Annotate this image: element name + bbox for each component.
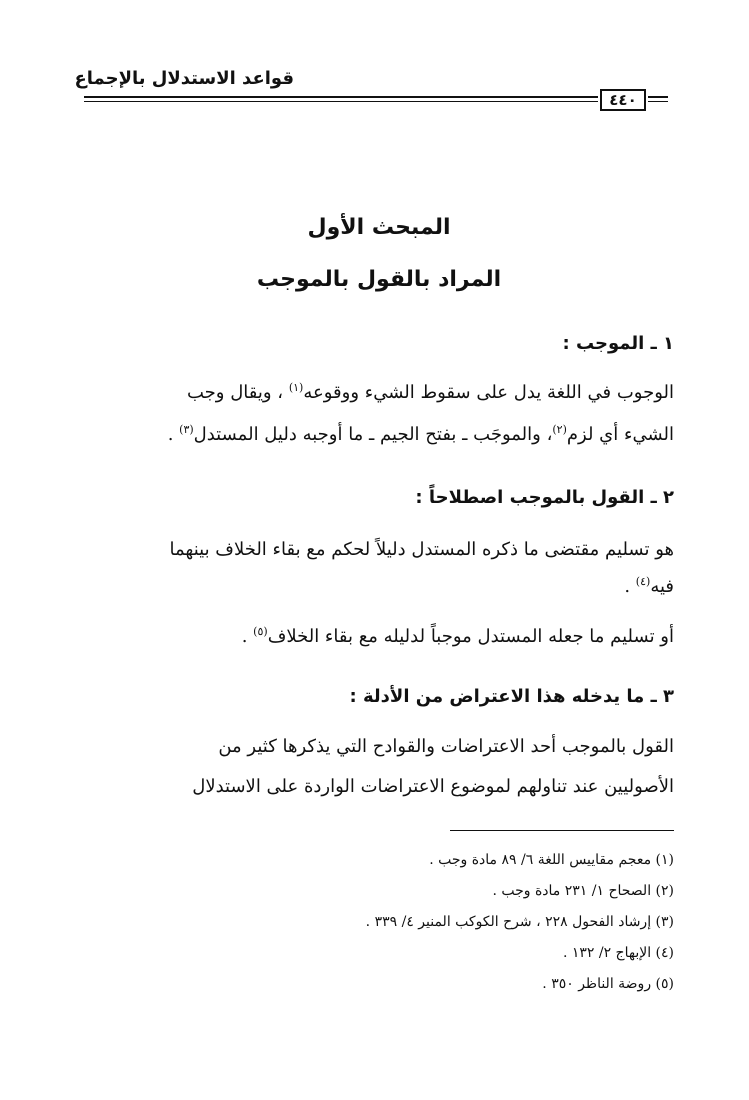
page-number: ٤٤٠ bbox=[600, 89, 646, 111]
section-subtitle: المراد بالقول بالموجب bbox=[256, 267, 502, 292]
paragraph-line bbox=[84, 736, 674, 757]
line-text: . bbox=[624, 576, 636, 597]
paragraph-line bbox=[84, 381, 674, 403]
footnote: (١) معجم مقاييس اللغة ٦/ ٨٩ مادة وجب . bbox=[429, 852, 674, 868]
footnote: (٥) روضة الناظر ٣٥٠ . bbox=[542, 976, 674, 992]
paragraph-line bbox=[84, 625, 674, 647]
footnote: (٢) الصحاح ١/ ٢٣١ مادة وجب . bbox=[492, 883, 674, 899]
header-rule-tail bbox=[648, 96, 668, 98]
paragraph-line bbox=[84, 539, 674, 560]
line-text: ، ويقال وجب bbox=[186, 382, 289, 403]
line-text: فيه bbox=[650, 576, 674, 597]
line-text: الوجوب في اللغة يدل على سقوط الشيء ووقوعه bbox=[303, 382, 674, 403]
line-text: هو تسليم مقتضى ما ذكره المستدل دليلاً لحكم مع بقاء الخلاف بينهما bbox=[169, 539, 674, 560]
footnote-ref: (١) bbox=[288, 381, 304, 394]
footnote-ref: (٣) bbox=[179, 423, 194, 436]
line-text: . bbox=[241, 626, 254, 647]
point-heading: ١ ـ الموجب : bbox=[562, 333, 674, 354]
line-text: ، والموجَب ـ بفتح الجيم ـ ما أوجبه دليل المستدل bbox=[193, 424, 553, 445]
footnote-separator bbox=[450, 830, 674, 831]
header-rule-thin bbox=[84, 101, 598, 102]
paragraph-line bbox=[84, 575, 674, 597]
paragraph-line bbox=[84, 423, 674, 445]
line-text: القول بالموجب أحد الاعتراضات والقوادح التي يذكرها كثير من bbox=[218, 736, 674, 757]
header-rule bbox=[84, 96, 598, 98]
point-heading: ٢ ـ القول بالموجب اصطلاحاً : bbox=[415, 487, 674, 508]
footnote-ref: (٤) bbox=[635, 575, 651, 588]
paragraph-line bbox=[84, 776, 674, 797]
header-rule-tail-thin bbox=[648, 101, 668, 102]
line-text: . bbox=[167, 424, 180, 445]
point-heading: ٣ ـ ما يدخله هذا الاعتراض من الأدلة : bbox=[349, 686, 674, 707]
running-title: قواعد الاستدلال بالإجماع bbox=[74, 68, 294, 89]
footnote: (٤) الإبهاج ٢/ ١٣٢ . bbox=[562, 945, 674, 961]
footnote-ref: (٢) bbox=[552, 423, 567, 436]
line-text: أو تسليم ما جعله المستدل موجباً لدليله مع بقاء الخلاف bbox=[267, 626, 674, 647]
footnote-ref: (٥) bbox=[253, 625, 268, 638]
section-title: المبحث الأول bbox=[307, 215, 451, 240]
line-text: الأصوليين عند تناولهم لموضوع الاعتراضات الواردة على الاستدلال bbox=[192, 776, 674, 797]
footnote: (٣) إرشاد الفحول ٢٢٨ ، شرح الكوكب المنير ٤/ ٣٣٩ . bbox=[365, 914, 674, 930]
line-text: الشيء أي لزم bbox=[566, 424, 674, 445]
